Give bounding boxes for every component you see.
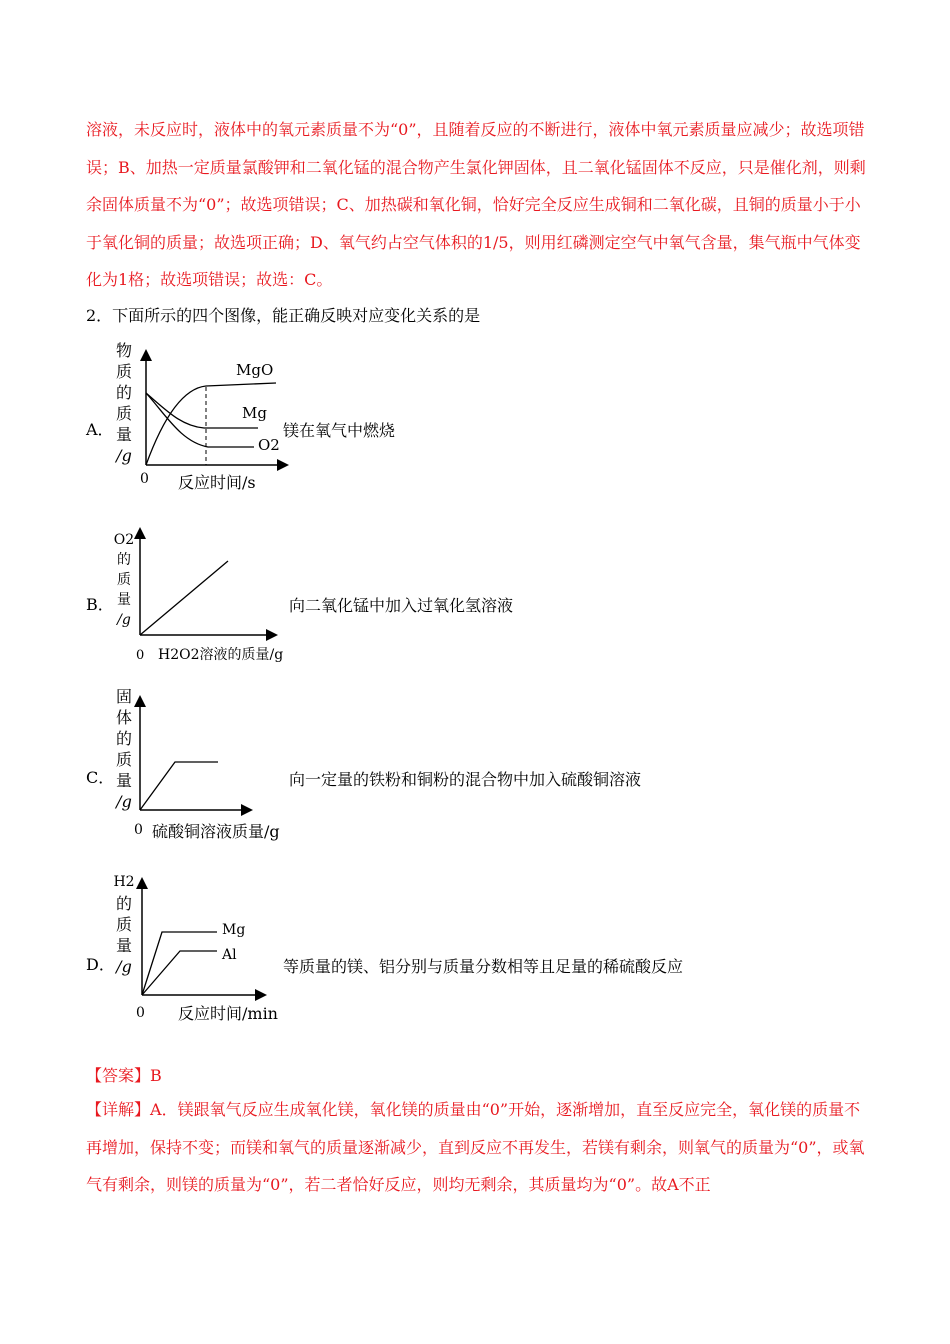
origin-label: 0 (134, 822, 143, 838)
ylabel-char: 量 (117, 592, 131, 608)
option-c-letter: C． (86, 768, 115, 787)
answer-label: 【答案】 (86, 1066, 151, 1085)
curve-o2 (146, 393, 254, 447)
option-a-desc: 镁在氧气中燃烧 (283, 421, 396, 440)
option-a-letter: A． (86, 420, 114, 439)
option-c-graph (130, 696, 290, 846)
ylabel-char: 的 (117, 552, 131, 568)
option-c-desc: 向一定量的铁粉和铜粉的混合物中加入硫酸铜溶液 (289, 770, 642, 789)
ylabel-char: 质 (115, 750, 132, 769)
ylabel-char: H2 (113, 874, 135, 890)
label-o2: O2 (258, 436, 280, 454)
label-al: Al (222, 947, 237, 963)
x-axis-label: 硫酸铜溶液质量/g (152, 822, 280, 841)
ylabel-char: O2 (113, 532, 135, 548)
origin-label: 0 (136, 648, 145, 663)
intro-paragraph: 溶液，未反应时，液体中的氧元素质量不为“0”，且随着反应的不断进行，液体中氧元素质量应减少；故选项错误；B、加热一定质量氯酸钾和二氧化锰的混合物产生氯化钾固体，且二氧化锰固体不反应，只是催化剂，则剩余固体质量不为“0”；故选项错误；C、加热碳和氧化铜，恰好完全反应生成铜和二氧化碳，且铜的质量小于小于氧化铜的质量；故选项正确；D、氧气约占空气体积的1/5，则用红磷测定空气中氧气含量，集气瓶中气体变化为1格；故选项错误；故选：C。 (86, 120, 866, 289)
option-d-desc: 等质量的镁、铝分别与质量分数相等且足量的稀硫酸反应 (283, 957, 684, 976)
origin-label: 0 (136, 1005, 145, 1021)
line-o2 (140, 561, 228, 635)
detail-text: A．镁跟氧气反应生成氧化镁，氧化镁的质量由“0”开始，逐渐增加，直至反应完全，氧化镁的质量不再增加，保持不变；而镁和氧气的质量逐渐减少，直到反应不再发生，若镁有剩余，则氧气的质量为“0”，或氧气有剩余，则镁的质量为“0”，若二者恰好反应，则均无剩余，其质量均为“0”。故A不正 (86, 1100, 865, 1194)
ylabel-char: /g (116, 792, 132, 811)
line-solid (140, 762, 218, 810)
detail-label: 【详解】 (86, 1100, 151, 1119)
ylabel-char: /g (116, 957, 132, 976)
ylabel-char: 量 (115, 936, 132, 955)
ylabel-char: 物 (115, 341, 132, 360)
ylabel-char: 质 (115, 404, 132, 423)
option-b-desc: 向二氧化锰中加入过氧化氢溶液 (289, 596, 514, 615)
ylabel-char: 固 (115, 687, 132, 706)
option-b-letter: B． (86, 595, 114, 614)
question-stem: 2．下面所示的四个图像，能正确反映对应变化关系的是 (86, 306, 481, 325)
ylabel-char: 量 (115, 425, 132, 444)
option-a-graph (136, 350, 296, 495)
ylabel-char: 的 (115, 729, 132, 748)
curve-mgo (146, 383, 276, 465)
ylabel-char: 的 (115, 383, 132, 402)
ylabel-char: 的 (115, 894, 132, 913)
ylabel-char: 质 (117, 572, 131, 588)
x-axis-label: 反应时间/min (178, 1004, 278, 1023)
ylabel-char: 体 (115, 708, 132, 727)
ylabel-char: 质 (115, 362, 132, 381)
detail-paragraph (86, 1091, 876, 1204)
line-mg (142, 932, 217, 995)
label-mgo: MgO (236, 361, 274, 379)
option-d-letter: D． (86, 955, 115, 974)
option-d-graph (132, 878, 292, 1028)
origin-label: 0 (140, 471, 149, 487)
option-b-graph (130, 528, 295, 668)
ylabel-char: /g (116, 446, 132, 465)
ylabel-char: 量 (115, 771, 132, 790)
x-axis-label: H2O2溶液的质量/g (158, 647, 284, 663)
answer-line (86, 1063, 162, 1086)
answer-value: B (150, 1066, 162, 1085)
x-axis-label: 反应时间/s (178, 473, 256, 492)
ylabel-char: /g (117, 612, 131, 628)
label-mg: Mg (242, 404, 267, 422)
option-a-ylabel (113, 340, 135, 466)
label-mg: Mg (222, 922, 246, 938)
ylabel-char: 质 (115, 915, 132, 934)
